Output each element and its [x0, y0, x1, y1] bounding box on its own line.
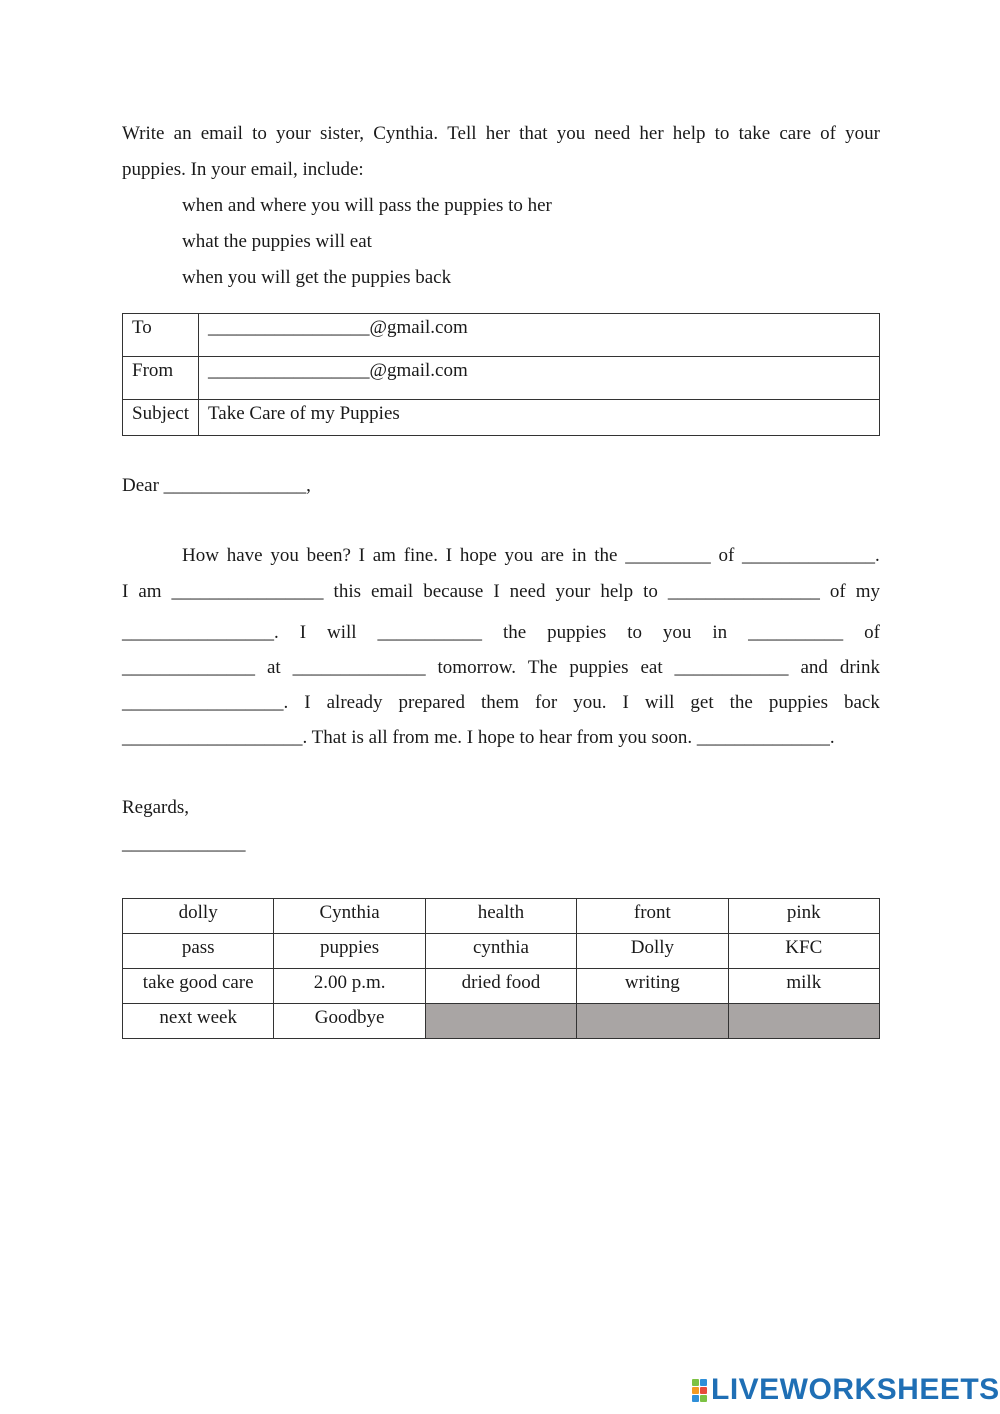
word: of	[718, 545, 735, 566]
word: to	[714, 123, 730, 144]
letter-closing: Regards,	[122, 797, 190, 818]
word[interactable]: ________________	[667, 581, 820, 602]
word: of	[829, 581, 846, 602]
word: the	[729, 692, 753, 713]
word: hope	[459, 545, 497, 566]
subject-label: Subject	[123, 400, 199, 436]
letter-signature-blank[interactable]: _____________	[122, 833, 246, 854]
word: and	[800, 657, 828, 678]
email-subject-row	[123, 400, 880, 436]
word: will	[326, 622, 357, 643]
word[interactable]: __________	[748, 622, 844, 643]
word: I	[299, 622, 307, 643]
word-bank-cell[interactable]: pink	[728, 899, 879, 934]
letter-body-line-4	[122, 656, 880, 680]
word-bank-row	[123, 899, 880, 934]
letter-body-line-1	[122, 544, 880, 568]
word: I	[122, 581, 129, 602]
word: need	[594, 123, 631, 144]
word: email	[371, 581, 414, 602]
email-from-row	[123, 357, 880, 400]
word-bank-cell[interactable]: milk	[728, 969, 879, 1004]
word-bank-table	[122, 898, 880, 1039]
word: the	[594, 545, 618, 566]
instruction-item-3: when you will get the puppies back	[182, 267, 452, 288]
word[interactable]: ______________	[292, 657, 426, 678]
word: will	[644, 692, 675, 713]
word: tomorrow.	[437, 657, 516, 678]
word-bank-cell[interactable]: 2.00 p.m.	[274, 969, 425, 1004]
word: email	[200, 123, 243, 144]
subject-field: Take Care of my Puppies	[199, 400, 880, 436]
instruction-item-2: what the puppies will eat	[182, 231, 372, 252]
to-label: To	[123, 314, 199, 357]
word: drink	[839, 657, 880, 678]
word[interactable]: ____________	[674, 657, 789, 678]
word[interactable]: ______________.	[742, 545, 880, 566]
word: eat	[640, 657, 663, 678]
word: your	[555, 581, 591, 602]
word: of	[864, 622, 880, 643]
word: you.	[573, 692, 607, 713]
word[interactable]: ___________	[377, 622, 482, 643]
letter-body-line-2	[122, 580, 880, 604]
word: to	[627, 622, 642, 643]
word: the	[502, 622, 527, 643]
word: take	[738, 123, 771, 144]
word-bank-cell[interactable]: Cynthia	[274, 899, 425, 934]
word-bank-cell[interactable]: dried food	[425, 969, 576, 1004]
word[interactable]: _________________.	[122, 692, 289, 713]
word: are	[540, 545, 564, 566]
word: back	[843, 692, 880, 713]
word-bank-empty-cell	[577, 1004, 728, 1039]
word: need	[509, 581, 546, 602]
word-bank-cell[interactable]: pass	[123, 934, 274, 969]
word-bank-cell[interactable]: take good care	[123, 969, 274, 1004]
word: help	[600, 581, 634, 602]
liveworksheets-logo	[692, 1374, 1000, 1406]
word-bank-row	[123, 934, 880, 969]
word: fine.	[403, 545, 438, 566]
instruction-item-1: when and where you will pass the puppies to her	[182, 195, 552, 216]
word: that	[519, 123, 548, 144]
word: I	[358, 545, 365, 566]
word: I	[622, 692, 629, 713]
word[interactable]: ________________	[171, 581, 324, 602]
word: prepared	[398, 692, 465, 713]
word-bank-cell[interactable]: cynthia	[425, 934, 576, 969]
word-bank-cell[interactable]: KFC	[728, 934, 879, 969]
word: been?	[306, 545, 351, 566]
letter-body-line-5	[122, 691, 880, 715]
word-bank-row	[123, 1004, 880, 1039]
word: am	[138, 581, 162, 602]
word: my	[855, 581, 880, 602]
word: for	[535, 692, 558, 713]
word-bank-cell[interactable]: Dolly	[577, 934, 728, 969]
word: you	[556, 123, 586, 144]
word: your	[845, 123, 880, 144]
word: Cynthia.	[373, 123, 439, 144]
word: to	[252, 123, 267, 144]
to-field[interactable]: _________________@gmail.com	[199, 314, 880, 357]
word: puppies	[569, 657, 629, 678]
instruction-line-1	[122, 122, 880, 146]
word: of	[820, 123, 836, 144]
word: care	[779, 123, 812, 144]
word[interactable]: ________________.	[122, 622, 279, 643]
logo-text: LIVEWORKSHEETS	[711, 1373, 1000, 1406]
word: because	[423, 581, 484, 602]
word: The	[527, 657, 558, 678]
word-bank-cell[interactable]: front	[577, 899, 728, 934]
word[interactable]: ______________	[122, 657, 255, 678]
word: your	[275, 123, 311, 144]
word[interactable]: _________	[625, 545, 711, 566]
word: in	[571, 545, 587, 566]
word: you	[270, 545, 299, 566]
letter-greeting[interactable]: Dear _______________,	[122, 475, 311, 496]
instruction-line-2: puppies. In your email, include:	[122, 159, 364, 180]
word: I	[493, 581, 500, 602]
word: at	[266, 657, 281, 678]
from-field[interactable]: _________________@gmail.com	[199, 357, 880, 400]
word: you	[504, 545, 533, 566]
word-bank-row	[123, 969, 880, 1004]
word: am	[372, 545, 396, 566]
word: help	[672, 123, 706, 144]
email-header-table	[122, 313, 880, 436]
word: Write	[122, 123, 165, 144]
from-label: From	[123, 357, 199, 400]
word: have	[226, 545, 263, 566]
word: get	[690, 692, 714, 713]
email-to-row	[123, 314, 880, 357]
word: already	[326, 692, 383, 713]
letter-body-line-3	[122, 621, 880, 645]
word-bank-cell[interactable]: puppies	[274, 934, 425, 969]
word-bank-cell[interactable]: writing	[577, 969, 728, 1004]
word: her	[639, 123, 664, 144]
word: her	[485, 123, 510, 144]
word: How	[182, 545, 219, 566]
word-bank-cell[interactable]: dolly	[123, 899, 274, 934]
word-bank-empty-cell	[728, 1004, 879, 1039]
word-bank-empty-cell	[425, 1004, 576, 1039]
word: I	[304, 692, 311, 713]
word: Tell	[447, 123, 477, 144]
word: this	[333, 581, 361, 602]
letter-body-line-6: ___________________. That is all from me. I hope to hear from you soon. ______________.	[122, 727, 835, 748]
word: I	[445, 545, 453, 566]
word-bank-cell[interactable]: health	[425, 899, 576, 934]
logo-blocks-icon	[692, 1379, 707, 1402]
word: to	[643, 581, 658, 602]
word-bank-cell[interactable]: next week	[123, 1004, 274, 1039]
word: puppies	[547, 622, 607, 643]
word: puppies	[768, 692, 828, 713]
word-bank-cell[interactable]: Goodbye	[274, 1004, 425, 1039]
word: them	[481, 692, 520, 713]
word: an	[173, 123, 192, 144]
word: in	[712, 622, 728, 643]
word: sister,	[319, 123, 365, 144]
word: you	[662, 622, 692, 643]
